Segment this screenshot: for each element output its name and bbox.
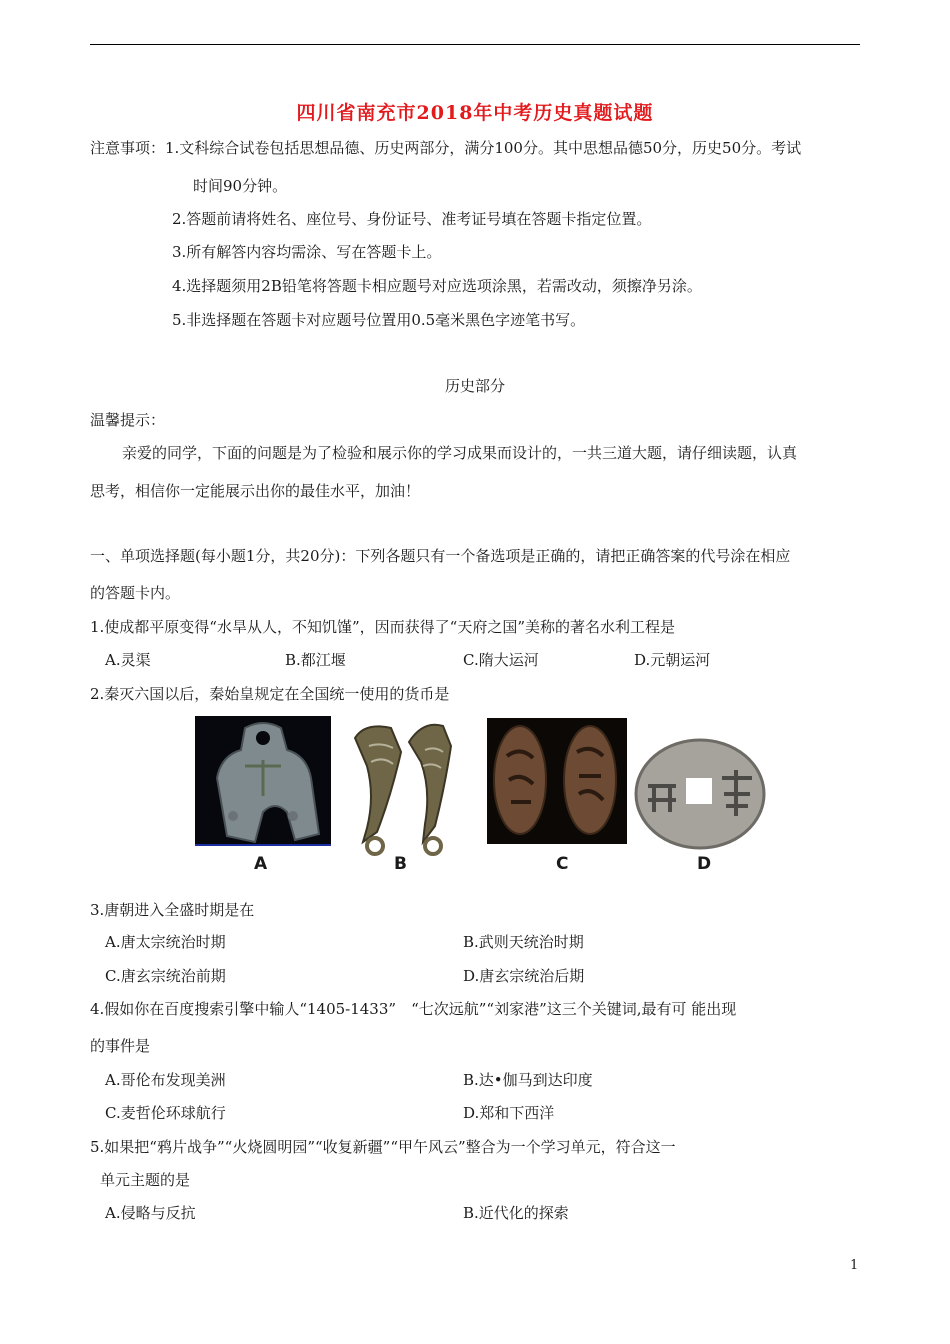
q1-stem: 1.使成都平原变得“水旱从人，不知饥馑”，因而获得了“天府之国”美称的著名水利工程是 bbox=[90, 618, 675, 636]
q5-stem: 5.如果把“鸦片战争”“火烧圆明园”“收复新疆”“甲午风云”整合为一个学习单元，符合这一 bbox=[90, 1138, 676, 1156]
q3-option-a: A.唐太宗统治时期 bbox=[105, 933, 226, 951]
notice-line-1b: 时间90分钟。 bbox=[193, 177, 288, 195]
tip-line-1: 亲爱的同学，下面的问题是为了检验和展示你的学习成果而设计的，一共三道大题，请仔细读题，认真 bbox=[122, 444, 798, 462]
coin-images bbox=[195, 716, 630, 856]
part1-instructions-2: 的答题卡内。 bbox=[90, 584, 181, 602]
header-rule bbox=[90, 44, 860, 45]
q2-stem: 2.秦灭六国以后，秦始皇规定在全国统一使用的货币是 bbox=[90, 685, 450, 703]
page-title: 四川省南充市2018年中考历史真题试题 bbox=[296, 102, 654, 124]
coin-c-image bbox=[487, 718, 627, 844]
q1-option-d: D.元朝运河 bbox=[634, 651, 711, 669]
coin-d-image bbox=[632, 736, 768, 852]
notice-line-2: 2.答题前请将姓名、座位号、身份证号、准考证号填在答题卡指定位置。 bbox=[172, 210, 652, 228]
q5-stem-continued: 单元主题的是 bbox=[100, 1171, 191, 1189]
q3-option-c: C.唐玄宗统治前期 bbox=[105, 967, 226, 985]
page-number: 1 bbox=[850, 1258, 859, 1273]
q4-stem-continued: 的事件是 bbox=[90, 1037, 151, 1055]
q4-option-d: D.郑和下西洋 bbox=[463, 1104, 555, 1122]
notice-line-5: 5.非选择题在答题卡对应题号位置用0.5毫米黑色字迹笔书写。 bbox=[172, 311, 586, 329]
q3-option-d: D.唐玄宗统治后期 bbox=[463, 967, 585, 985]
notice-line-4: 4.选择题须用2B铅笔将答题卡相应题号对应选项涂黑，若需改动，须擦净另涂。 bbox=[172, 277, 702, 295]
q1-option-b: B.都江堰 bbox=[285, 651, 346, 669]
coin-label-b: B bbox=[394, 854, 407, 874]
coin-label-c: C bbox=[556, 854, 569, 874]
q3-stem: 3.唐朝进入全盛时期是在 bbox=[90, 901, 255, 919]
part1-instructions-1: 一、单项选择题(每小题1分，共20分)：下列各题只有一个备选项是正确的，请把正确答案的代号涂在相应 bbox=[90, 547, 791, 565]
q4-option-a: A.哥伦布发现美洲 bbox=[105, 1071, 226, 1089]
q4-option-b: B.达•伽马到达印度 bbox=[463, 1071, 593, 1089]
tip-line-2: 思考，相信你一定能展示出你的最佳水平，加油！ bbox=[90, 482, 421, 500]
q1-option-c: C.隋大运河 bbox=[463, 651, 539, 669]
q4-option-c: C.麦哲伦环球航行 bbox=[105, 1104, 226, 1122]
q5-option-b: B.近代化的探索 bbox=[463, 1204, 569, 1222]
tip-label: 温馨提示： bbox=[90, 411, 166, 429]
coin-b-image bbox=[355, 725, 451, 854]
section-title: 历史部分 bbox=[444, 377, 505, 395]
coin-label-a: A bbox=[254, 854, 268, 874]
q1-option-a: A.灵渠 bbox=[105, 651, 151, 669]
coin-a-image bbox=[195, 716, 331, 846]
q5-option-a: A.侵略与反抗 bbox=[105, 1204, 196, 1222]
q4-stem: 4.假如你在百度搜索引擎中输人“1405-1433” “七次远航”“刘家港”这三个关键词,最有可 能出现 bbox=[90, 1000, 737, 1018]
notice-line-1: 注意事项：1.文科综合试卷包括思想品德、历史两部分，满分100分。其中思想品德50分，历史50分。考试 bbox=[90, 139, 802, 157]
coin-label-d: D bbox=[697, 854, 712, 874]
notice-line-3: 3.所有解答内容均需涂、写在答题卡上。 bbox=[172, 243, 442, 261]
q3-option-b: B.武则天统治时期 bbox=[463, 933, 584, 951]
